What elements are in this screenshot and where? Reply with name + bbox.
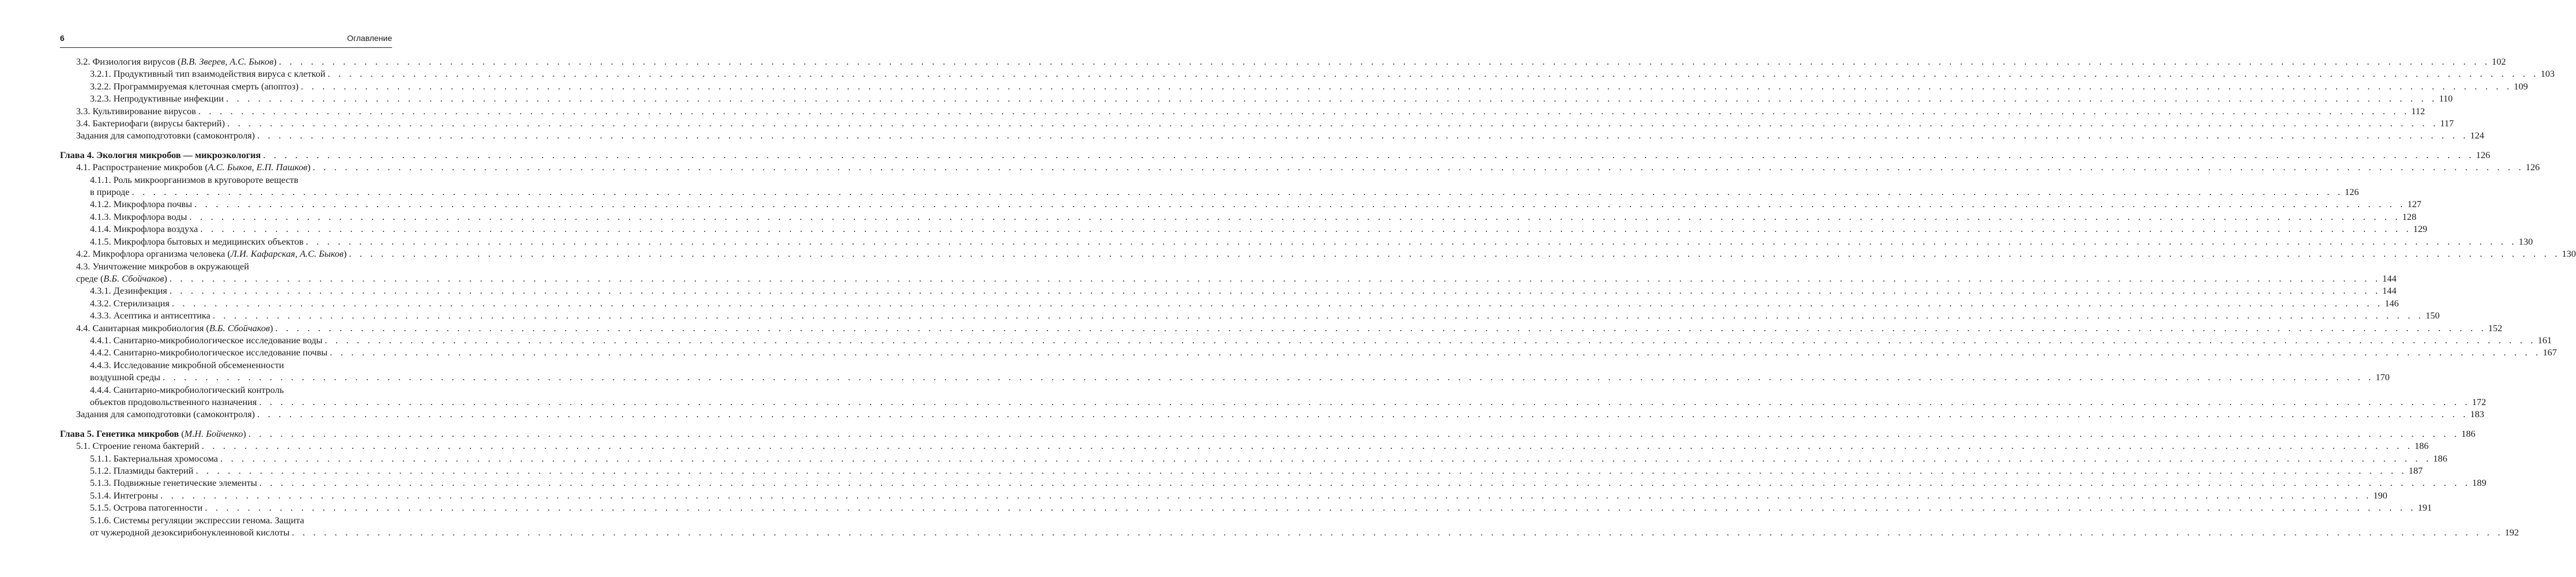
toc-page: 144	[2382, 272, 2397, 284]
toc-title: 4.3.1. Дезинфекция	[90, 285, 167, 297]
toc-entry[interactable]: 4.1. Распространение микробов (А.С. Быков, Е.П. Пашков) . . . 126	[60, 161, 392, 173]
toc-title: 4.1.5. Микрофлора бытовых и медицинских объектов	[90, 235, 304, 247]
toc-entry[interactable]	[60, 408, 2484, 420]
leader-dots	[257, 408, 2468, 420]
toc-page: 183	[2470, 409, 2484, 420]
toc-title-line: 4.3. Уничтожение микробов в окружающей	[76, 260, 249, 272]
toc-page: 186	[2414, 440, 2429, 452]
toc-page: 170	[2375, 372, 2390, 383]
toc-authors: Л.И. Кафарская, А.С. Быков	[230, 248, 344, 260]
toc-entry[interactable]	[60, 80, 2528, 92]
toc-entry[interactable]	[60, 346, 2557, 358]
toc-page: 172	[2472, 396, 2487, 407]
toc-entry[interactable]	[60, 223, 2428, 235]
toc-entry[interactable]	[60, 477, 2487, 489]
toc-page: 189	[2472, 477, 2487, 489]
leader-dots	[292, 526, 2503, 538]
leader-dots	[194, 198, 2405, 210]
toc-chapter[interactable]	[60, 149, 2490, 161]
running-head	[60, 33, 392, 46]
toc-entry[interactable]	[60, 514, 2519, 539]
leader-dots	[248, 428, 2460, 440]
toc-title-line: от чужеродной дезоксирибонуклеиновой кислоты	[90, 527, 290, 538]
toc-title: 4.1.4. Микрофлора воздуха	[90, 223, 198, 235]
leader-dots	[220, 452, 2431, 464]
page-number: 6	[60, 33, 65, 43]
toc-entry[interactable]	[60, 284, 2397, 297]
toc-page: 150	[2426, 310, 2440, 321]
leader-dots	[226, 92, 2437, 104]
toc-entry[interactable]	[60, 440, 2429, 452]
leader-dots	[301, 80, 2512, 92]
toc-title: 5.1.2. Плазмиды бактерий	[90, 465, 194, 476]
toc-title-line: объектов продовольственного назначения	[90, 396, 257, 407]
toc-page: 161	[2537, 334, 2552, 346]
toc-entry[interactable]	[60, 92, 2453, 104]
header-rule	[60, 47, 392, 48]
toc-entry[interactable]	[60, 384, 2487, 409]
toc-entry[interactable]	[60, 452, 2447, 464]
leader-dots	[205, 501, 2416, 514]
leader-dots	[263, 149, 2474, 161]
toc-title: Задания для самоподготовки (самоконтроля)	[76, 130, 255, 141]
toc-title: 3.2.3. Непродуктивные инфекции	[90, 93, 224, 104]
leader-dots	[275, 322, 2486, 334]
toc-authors: В.Б. Сбойчаков	[209, 322, 270, 334]
toc-entry[interactable]: 3.2. Физиология вирусов (В.В. Зверев, А.С. Быков) . . . 102	[60, 55, 392, 68]
toc-page: 110	[2439, 93, 2453, 104]
leader-dots	[279, 55, 2490, 68]
toc-title: 5.1.1. Бактериальная хромосома	[90, 452, 219, 464]
toc-title: 4.1.3. Микрофлора воды	[90, 211, 187, 222]
toc-page: 102	[2491, 56, 2506, 67]
leader-dots	[227, 117, 2438, 129]
leader-dots	[306, 235, 2517, 248]
toc-page: 109	[2514, 80, 2528, 92]
toc-page: 186	[2433, 452, 2447, 464]
toc-title: 4.1.2. Микрофлора почвы	[90, 198, 193, 210]
toc-page: 190	[2373, 489, 2387, 501]
toc-entry[interactable]: 4.2. Микрофлора организма человека (Л.И. Кафарская, А.С. Быков) . . . 130	[60, 248, 392, 260]
toc-title: 3.3. Культивирование вирусов	[76, 105, 196, 117]
toc-entry[interactable]	[60, 489, 2387, 501]
toc-authors: В.В. Зверев, А.С. Быков	[180, 56, 274, 67]
toc-entry[interactable]	[60, 235, 2533, 248]
leader-dots	[170, 284, 2381, 297]
toc-authors: А.С. Быков, Е.П. Пашков	[208, 162, 308, 173]
toc-authors: М.Н. Бойченко	[184, 428, 243, 439]
toc-title: 5.1. Строение генома бактерий	[76, 440, 199, 452]
toc-entry[interactable]	[60, 129, 2484, 141]
toc-page: 167	[2543, 347, 2557, 358]
toc-title-line: 4.4.4. Санитарно-микробиологический контроль	[90, 384, 284, 395]
toc-entry[interactable]	[60, 359, 2390, 384]
toc-entry[interactable]	[60, 105, 2426, 117]
toc-entry[interactable]	[60, 297, 2399, 309]
leader-dots	[172, 297, 2383, 309]
toc-entry[interactable]	[60, 174, 2359, 198]
chapter-title: Глава 4. Экология микробов — микроэкология	[60, 149, 261, 160]
toc-page: 130	[2562, 248, 2576, 260]
leader-dots	[213, 309, 2424, 321]
toc-title: 3.4. Бактериофаги (вирусы бактерий)	[76, 118, 225, 129]
toc-entry[interactable]: 4.4. Санитарная микробиология (В.Б. Сбойчаков) . . . 152	[60, 322, 392, 334]
toc-title: 4.4.1. Санитарно-микробиологическое исследование воды	[90, 334, 323, 346]
toc-page: 130	[2518, 235, 2533, 247]
toc-title: 5.1.3. Подвижные генетические элементы	[90, 477, 257, 489]
toc-page: 187	[2408, 465, 2423, 476]
toc-page: 152	[2488, 322, 2503, 334]
leader-dots	[259, 396, 2470, 408]
leader-dots	[257, 129, 2468, 141]
toc-chapter[interactable]: Глава 5. Генетика микробов (М.Н. Бойченко) . . . 186	[60, 428, 392, 440]
toc-page: 126	[2525, 162, 2540, 173]
toc-entry[interactable]	[60, 198, 2421, 210]
toc-title-line: 5.1.6. Системы регуляции экспрессии генома. Защита	[90, 514, 304, 526]
leader-dots	[313, 161, 2524, 173]
toc-page: 127	[2407, 198, 2421, 210]
toc-page: 192	[2505, 527, 2519, 538]
toc-title: 3.2.1. Продуктивный тип взаимодействия вируса с клеткой	[90, 68, 326, 80]
toc-title: 4.3.2. Стерилизация	[90, 297, 170, 309]
toc-page: 126	[2344, 186, 2359, 198]
toc-entry[interactable]	[60, 309, 2440, 321]
leader-dots	[160, 489, 2371, 501]
toc-page: 191	[2417, 502, 2432, 514]
leader-dots	[163, 371, 2374, 383]
toc-page: 112	[2411, 105, 2426, 117]
leader-dots	[132, 186, 2343, 198]
toc-title: 4.4.2. Санитарно-микробиологическое исследование почвы	[90, 347, 328, 358]
toc-entry[interactable]	[60, 117, 2454, 129]
toc-title: 5.1.5. Острова патогенности	[90, 502, 203, 514]
toc-page: 117	[2440, 118, 2454, 129]
toc-page: 128	[2402, 211, 2417, 222]
toc-entry[interactable]	[60, 464, 2423, 477]
toc-entry[interactable]	[60, 501, 2432, 514]
leader-dots	[327, 68, 2539, 80]
toc-page: 146	[2385, 297, 2399, 309]
chapter-title: Глава 5. Генетика микробов	[60, 428, 179, 439]
leader-dots	[330, 346, 2541, 358]
leader-dots	[195, 464, 2406, 477]
leader-dots	[200, 223, 2411, 235]
toc-page: 126	[2476, 149, 2490, 160]
leader-dots	[189, 211, 2400, 223]
toc-page: 124	[2470, 130, 2484, 141]
toc-title-line: воздушной среды	[90, 372, 161, 383]
toc-title: 3.2.2. Программируемая клеточная смерть (апоптоз)	[90, 80, 299, 92]
leader-dots	[198, 105, 2409, 117]
toc-page: 144	[2382, 285, 2397, 297]
toc-title-line: в природе	[90, 186, 130, 198]
table-of-contents	[60, 55, 2576, 538]
toc-entry[interactable]	[60, 68, 2555, 80]
toc-entry[interactable]	[60, 211, 2417, 223]
leader-dots	[325, 334, 2536, 346]
toc-page: 103	[2540, 68, 2555, 80]
toc-entry[interactable]	[60, 334, 2552, 346]
toc-page: 186	[2461, 428, 2476, 439]
leader-dots	[349, 248, 2560, 260]
leader-dots	[170, 272, 2381, 284]
toc-title-line: 4.1.1. Роль микроорганизмов в круговороте веществ	[90, 174, 299, 185]
toc-entry[interactable]: 4.3. Уничтожение микробов в окружающей среде (В.Б. Сбойчаков) . . . 144	[60, 260, 392, 285]
toc-title: Задания для самоподготовки (самоконтроля)	[76, 409, 255, 420]
leader-dots	[202, 440, 2413, 452]
leader-dots	[259, 477, 2470, 489]
toc-page: 129	[2413, 223, 2428, 235]
toc-title: 5.1.4. Интегроны	[90, 489, 159, 501]
toc-title: 4.3.3. Асептика и антисептика	[90, 310, 210, 321]
toc-title-line: 4.4.3. Исследование микробной обсемененности	[90, 359, 284, 370]
section-title: Оглавление	[347, 33, 392, 43]
toc-authors: В.Б. Сбойчаков	[103, 272, 164, 284]
